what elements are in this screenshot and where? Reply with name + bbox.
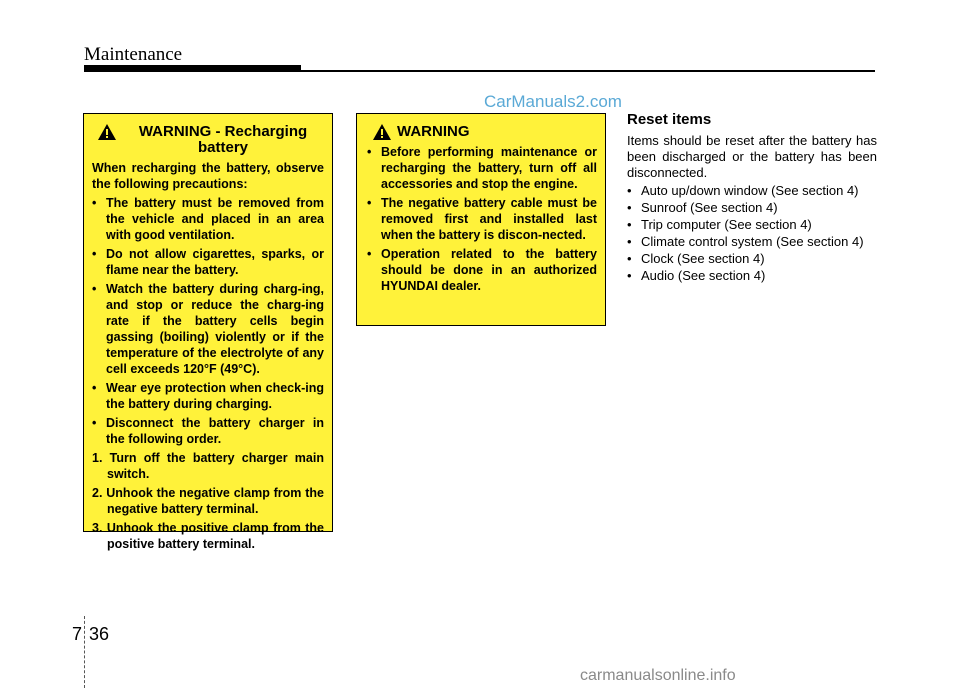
list-item: • Operation related to the battery should be done in an authorized HYUNDAI dealer. [367,247,597,293]
warning-title: WARNING - Recharging battery [138,123,308,156]
footer-divider [84,616,85,688]
list-item: • The battery must be removed from the vehicle and placed in an area with good ventilation. [92,196,324,242]
warning-heading [367,124,597,140]
bullet-icon: • [627,268,632,283]
warning-triangle-icon [373,124,391,140]
warning-box-general [356,113,606,326]
header-rule-thin [301,70,875,72]
bullet-icon: • [367,145,372,159]
list-item: • Audio (See section 4) [627,268,766,283]
bullet-icon: • [627,200,632,215]
watermark-top: CarManuals2.com [484,92,622,111]
warning-bullet-list [367,144,597,294]
bullet-icon: • [92,381,97,395]
reset-item-list [627,183,877,284]
list-item: • Before performing maintenance or recharging the battery, turn off all accessories and stop the engine. [367,145,597,191]
bullet-icon: • [627,183,632,198]
warning-step-list [92,450,324,552]
section-heading: Reset items [627,111,712,128]
bullet-icon: • [627,217,632,232]
warning-heading [92,124,324,156]
list-item: 2. Unhook the negative clamp from the negative battery terminal. [92,486,324,516]
list-item: • Do not allow cigarettes, sparks, or flame near the battery. [92,247,324,277]
section-intro: Items should be reset after the battery has been discharged or the battery has been disconnected. [627,133,877,180]
bullet-icon: • [367,196,372,210]
bullet-icon: • [627,234,632,249]
list-item: • The negative battery cable must be removed first and installed last when the battery is discon-nected. [367,196,597,242]
bullet-icon: • [92,416,97,430]
warning-bullet-list [92,195,324,447]
bullet-icon: • [627,251,632,266]
list-item: • Trip computer (See section 4) [627,217,812,232]
list-item: • Auto up/down window (See section 4) [627,183,859,198]
page-number: 36 [89,624,110,644]
bullet-icon: • [92,282,97,296]
list-item: 3. Unhook the positive clamp from the positive battery terminal. [92,521,324,551]
warning-intro: When recharging the battery, observe the following precautions: [92,161,324,191]
chapter-number: 7 [72,624,83,644]
warning-box-recharging [83,113,333,551]
warning-triangle-icon [98,124,116,140]
list-item: • Sunroof (See section 4) [627,200,778,215]
bullet-icon: • [92,247,97,261]
page-header-title: Maintenance [84,44,183,65]
list-item: • Climate control system (See section 4) [627,234,864,249]
reset-items-section [627,112,877,285]
bullet-icon: • [367,247,372,261]
list-item: • Wear eye protection when check-ing the battery during charging. [92,381,324,411]
list-item: • Disconnect the battery charger in the following order. [92,416,324,446]
warning-title: WARNING [397,123,470,140]
list-item: • Watch the battery during charg-ing, and stop or reduce the charg-ing rate if the battery cells begin gassing (boiling) violently or if the temperature of the electrolyte of any cell exceeds 120°F (49°C). [92,282,324,376]
watermark-bottom: carmanualsonline.info [580,667,736,684]
list-item: • Clock (See section 4) [627,251,765,266]
header-rule-thick [84,65,301,72]
bullet-icon: • [92,196,97,210]
list-item: 1. Turn off the battery charger main switch. [92,451,324,481]
